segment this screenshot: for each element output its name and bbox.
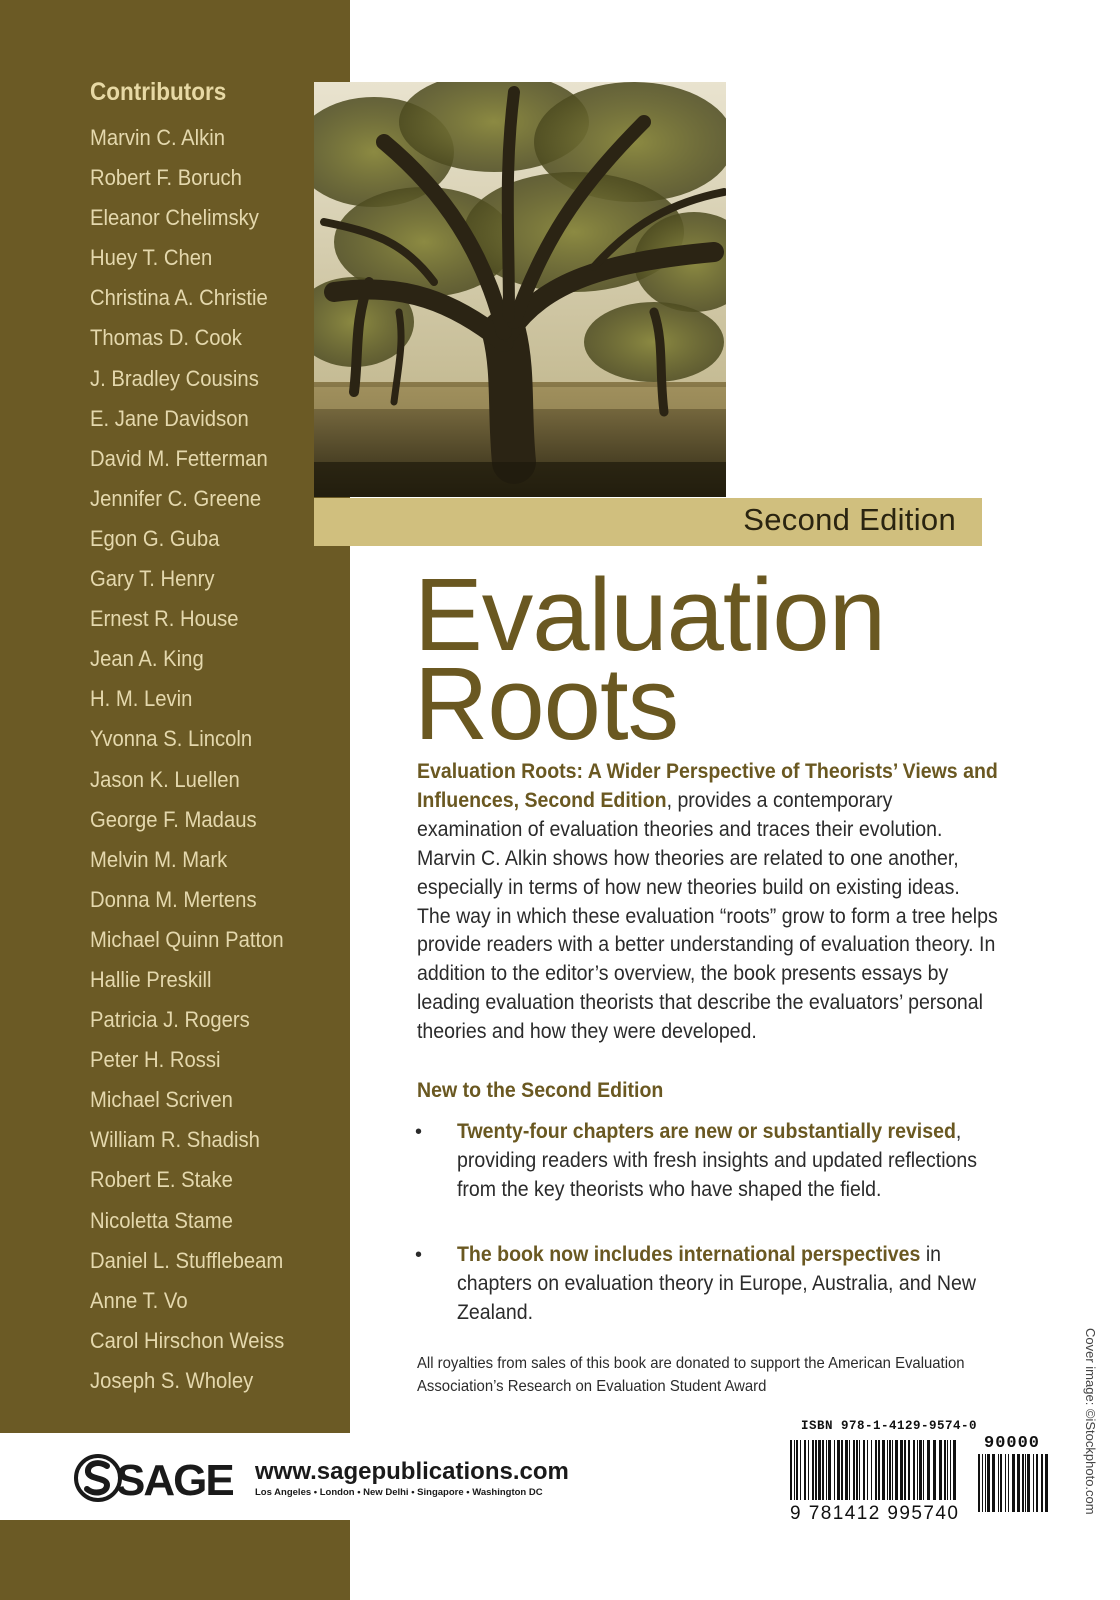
barcode-addon-number: 90000 xyxy=(984,1434,1041,1453)
book-title-line1: Evaluation xyxy=(414,557,886,672)
barcode-bar xyxy=(927,1440,930,1500)
barcode-bar xyxy=(804,1440,806,1500)
barcode-bar xyxy=(849,1440,850,1500)
contributor-name: Christina A. Christie xyxy=(90,285,268,311)
barcode-bar xyxy=(1041,1454,1043,1512)
barcode-bar xyxy=(917,1440,918,1500)
barcode-bar xyxy=(856,1440,858,1500)
contributor-name: Yvonna S. Lincoln xyxy=(90,726,253,752)
barcode-bar xyxy=(895,1440,898,1500)
contributor-name: Jennifer C. Greene xyxy=(90,485,262,511)
barcode-bar xyxy=(1036,1454,1038,1512)
barcode-bar xyxy=(908,1440,910,1500)
contributor-name: Nicoletta Stame xyxy=(90,1207,233,1233)
barcode-bar xyxy=(1022,1454,1024,1512)
barcode-bar xyxy=(875,1440,877,1500)
barcode-bar xyxy=(1005,1454,1006,1512)
contributor-name: Jean A. King xyxy=(90,646,204,672)
contributor-name: Ernest R. House xyxy=(90,606,239,632)
barcode-bar xyxy=(919,1440,922,1500)
barcode-bar xyxy=(1000,1454,1002,1512)
barcode-bar xyxy=(808,1440,809,1500)
isbn-label: ISBN 978-1-4129-9574-0 xyxy=(801,1419,978,1433)
barcode-bar xyxy=(815,1440,817,1500)
barcode-bar xyxy=(859,1440,860,1500)
contributor-name: Robert F. Boruch xyxy=(90,165,242,191)
barcode-bar xyxy=(900,1440,903,1500)
barcode-bar xyxy=(794,1440,795,1500)
contributor-name: Peter H. Rossi xyxy=(90,1047,221,1073)
barcode-bar xyxy=(1045,1454,1048,1512)
bullet-dot: • xyxy=(415,1121,423,1143)
barcode-bar xyxy=(913,1440,915,1500)
contributor-name: Jason K. Luellen xyxy=(90,766,240,792)
sidebar-bottom-strip xyxy=(0,1520,350,1600)
barcode-bar xyxy=(992,1454,995,1512)
isbn-barcode xyxy=(790,1440,960,1522)
contributors-list xyxy=(90,118,306,1401)
cover-image-credit: Cover image: ©iStockphoto.com xyxy=(1083,1328,1098,1515)
barcode-bar xyxy=(834,1440,835,1500)
contributor-name: Michael Quinn Patton xyxy=(90,926,284,952)
contributor-name: Donna M. Mertens xyxy=(90,886,257,912)
barcode-bar xyxy=(953,1440,956,1500)
barcode-bar xyxy=(812,1440,814,1500)
contributor-name: Patricia J. Rogers xyxy=(90,1007,250,1033)
bullet-text: in chapters on evaluation theory in Europe, Australia, and New Zealand. xyxy=(457,1243,976,1324)
royalties-note: All royalties from sales of this book are donated to support the American Evaluation Association’s Research on Evaluation Student Award xyxy=(417,1355,965,1395)
contributors-sidebar xyxy=(0,0,350,1433)
barcode-bar xyxy=(904,1440,906,1500)
barcode-bar xyxy=(933,1440,936,1500)
contributor-name: Eleanor Chelimsky xyxy=(90,205,259,231)
contributor-name: George F. Madaus xyxy=(90,806,257,832)
addon-barcode xyxy=(978,1454,1054,1514)
barcode-bar xyxy=(892,1440,893,1500)
book-title-line2: Roots xyxy=(414,646,679,761)
bullet-text: , providing readers with fresh insights and updated reflections from the key theorists who have shaped the field. xyxy=(457,1120,978,1201)
description-body: , provides a contemporary examination of evaluation theories and traces their evolution. Marvin C. Alkin shows how theories are related to one another, especially in terms of how new theories build on existing ideas. The way in which these evaluation “roots” grow to form a tree helps provide readers with a better understanding of evaluation theory. In addition to the editor’s overview, the book presents essays by leading evaluation theorists that describe the evaluators’ personal theories and how they were developed. xyxy=(417,788,998,1044)
barcode-bar xyxy=(947,1440,948,1500)
contributor-name: Hallie Preskill xyxy=(90,966,212,992)
barcode-bar xyxy=(923,1440,924,1500)
barcode-bar xyxy=(889,1440,891,1500)
book-description xyxy=(417,758,997,1047)
barcode-bar xyxy=(867,1440,868,1500)
contributor-name: H. M. Levin xyxy=(90,686,193,712)
barcode-bar xyxy=(796,1440,798,1500)
publisher-cities: Los Angeles • London • New Delhi • Singapore • Washington DC xyxy=(255,1487,543,1498)
barcode-bar xyxy=(826,1440,827,1500)
publisher-url[interactable]: www.sagepublications.com xyxy=(255,1458,569,1485)
contributor-name: Marvin C. Alkin xyxy=(90,125,226,150)
description-lead: Evaluation Roots: A Wider Perspective of Theorists’ Views and Influences, Second Edition xyxy=(417,760,998,812)
contributor-name: Thomas D. Cook xyxy=(90,325,242,351)
barcode-bar xyxy=(1012,1454,1015,1512)
barcode-bar xyxy=(998,1454,999,1512)
contributor-name: David M. Fetterman xyxy=(90,445,268,471)
barcode-bar xyxy=(944,1440,946,1500)
barcode-bar xyxy=(837,1440,840,1500)
contributor-name: Anne T. Vo xyxy=(90,1287,188,1313)
barcode-bar xyxy=(853,1440,855,1500)
barcode-bar xyxy=(822,1440,824,1500)
barcode-bar xyxy=(950,1440,951,1500)
barcode-bar xyxy=(845,1440,848,1500)
sage-logo-text: SAGE xyxy=(116,1456,233,1505)
barcode-bar xyxy=(1033,1454,1034,1512)
barcode-bar xyxy=(1008,1454,1009,1512)
contributor-name: William R. Shadish xyxy=(90,1127,260,1153)
contributor-name: Gary T. Henry xyxy=(90,566,215,592)
contributor-name: Melvin M. Mark xyxy=(90,846,228,872)
bullet-lead: Twenty-four chapters are new or substantially revised xyxy=(457,1120,956,1143)
contributor-name: Huey T. Chen xyxy=(90,245,213,271)
barcode-bar xyxy=(871,1440,872,1500)
barcode-bar xyxy=(987,1454,990,1512)
new-edition-heading: New to the Second Edition xyxy=(417,1079,664,1102)
barcode-bar xyxy=(790,1440,792,1500)
barcode-bar xyxy=(828,1440,831,1500)
barcode-bar xyxy=(1025,1454,1026,1512)
oak-tree-photo xyxy=(314,82,726,497)
edition-label: Second Edition xyxy=(743,502,956,537)
contributor-name: Carol Hirschon Weiss xyxy=(90,1327,285,1353)
barcode-bar xyxy=(863,1440,865,1500)
contributor-name: Daniel L. Stufflebeam xyxy=(90,1247,284,1273)
contributor-name: E. Jane Davidson xyxy=(90,405,249,431)
contributor-name: Michael Scriven xyxy=(90,1087,233,1113)
barcode-bar xyxy=(878,1440,880,1500)
contributors-heading: Contributors xyxy=(90,78,227,106)
bullet-lead: The book now includes international perspectives xyxy=(457,1243,921,1266)
barcode-bar xyxy=(800,1440,801,1500)
barcode-bar xyxy=(841,1440,843,1500)
bullet-dot: • xyxy=(415,1244,423,1266)
edition-band xyxy=(314,498,982,546)
barcode-bar xyxy=(882,1440,885,1500)
barcode-digits: 9 781412 995740 xyxy=(790,1503,958,1522)
barcode-bar xyxy=(939,1440,942,1500)
barcode-bar xyxy=(1017,1454,1020,1512)
barcode-bar xyxy=(982,1454,983,1512)
sage-logo xyxy=(74,1453,244,1505)
barcode-bar xyxy=(818,1440,821,1500)
contributor-name: Joseph S. Wholey xyxy=(90,1367,254,1393)
contributor-name: Robert E. Stake xyxy=(90,1167,233,1193)
barcode-bar xyxy=(887,1440,888,1500)
barcode-bar xyxy=(978,1454,980,1512)
barcode-bar xyxy=(985,1454,986,1512)
contributor-name: Egon G. Guba xyxy=(90,525,220,551)
barcode-bar xyxy=(1027,1454,1030,1512)
contributor-name: J. Bradley Cousins xyxy=(90,365,259,391)
